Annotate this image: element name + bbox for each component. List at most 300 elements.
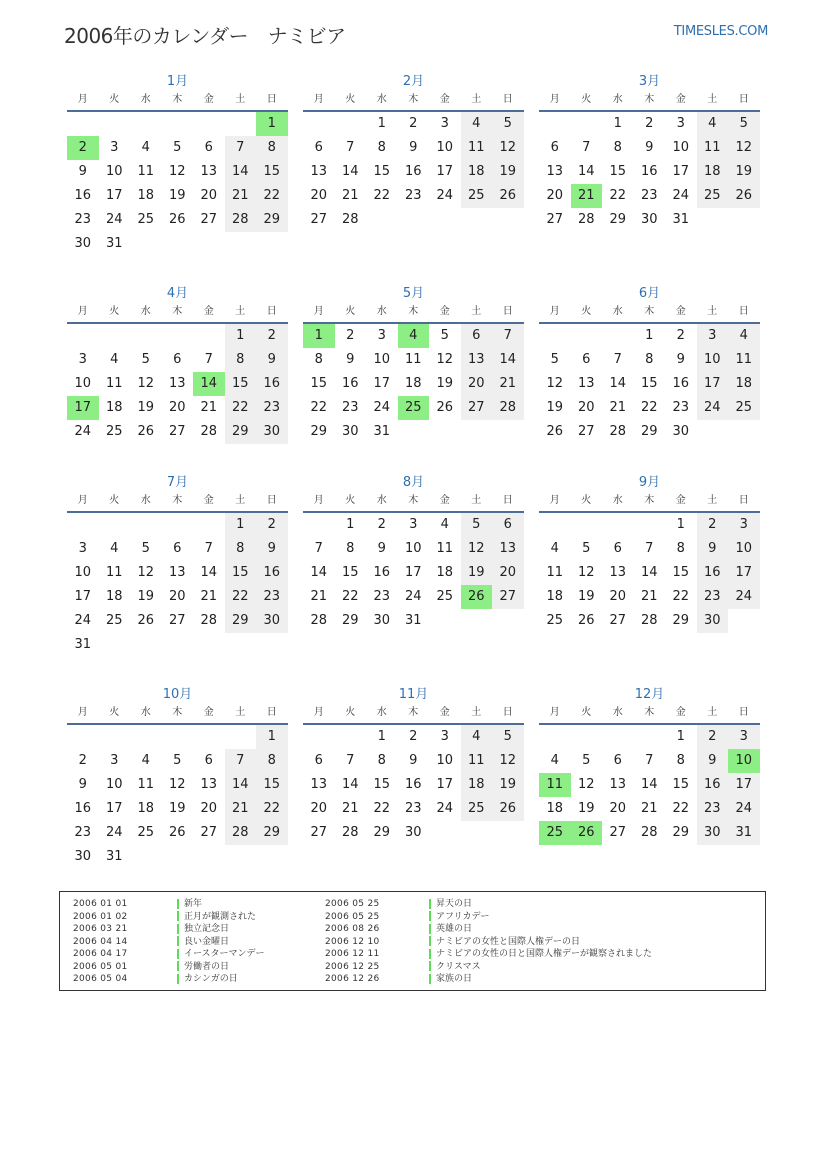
day-cell[interactable]: 3: [676, 116, 685, 131]
day-cell[interactable]: 17: [436, 164, 454, 179]
day-cell[interactable]: 15: [672, 565, 690, 580]
day-cell[interactable]: 31: [404, 613, 422, 628]
day-cell[interactable]: 17: [74, 589, 92, 604]
day-cell[interactable]: 24: [436, 801, 454, 816]
day-cell[interactable]: 6: [613, 541, 622, 556]
day-cell[interactable]: 25: [539, 821, 571, 845]
day-cell[interactable]: 5: [461, 513, 493, 537]
day-cell[interactable]: 21: [341, 801, 359, 816]
day-cell[interactable]: 31: [373, 424, 391, 439]
day-cell[interactable]: 12: [546, 376, 564, 391]
day-cell[interactable]: 3: [78, 352, 87, 367]
day-cell[interactable]: 16: [341, 376, 359, 391]
day-cell[interactable]: 24: [404, 589, 422, 604]
day-cell[interactable]: 20: [310, 188, 328, 203]
day-cell[interactable]: 5: [173, 140, 182, 155]
day-cell[interactable]: 8: [225, 348, 257, 372]
day-cell[interactable]: 28: [341, 212, 359, 227]
day-cell[interactable]: 30: [640, 212, 658, 227]
day-cell[interactable]: 9: [256, 537, 288, 561]
day-cell[interactable]: 7: [204, 541, 213, 556]
day-cell[interactable]: 25: [546, 613, 564, 628]
day-cell[interactable]: 23: [256, 585, 288, 609]
day-cell[interactable]: 27: [168, 613, 186, 628]
day-cell[interactable]: 23: [697, 797, 729, 821]
day-cell[interactable]: 11: [728, 348, 760, 372]
day-cell[interactable]: 28: [310, 613, 328, 628]
day-cell[interactable]: 11: [539, 773, 571, 797]
day-cell[interactable]: 7: [225, 136, 257, 160]
day-cell[interactable]: 11: [546, 565, 564, 580]
day-cell[interactable]: 12: [168, 777, 186, 792]
day-cell[interactable]: 3: [409, 517, 418, 532]
day-cell[interactable]: 18: [404, 376, 422, 391]
day-cell[interactable]: 15: [256, 773, 288, 797]
day-cell[interactable]: 25: [697, 184, 729, 208]
day-cell[interactable]: 2: [697, 725, 729, 749]
day-cell[interactable]: 7: [582, 140, 591, 155]
day-cell[interactable]: 18: [546, 801, 564, 816]
day-cell[interactable]: 3: [377, 328, 386, 343]
day-cell[interactable]: 18: [461, 773, 493, 797]
day-cell[interactable]: 30: [256, 420, 288, 444]
day-cell[interactable]: 25: [105, 424, 123, 439]
day-cell[interactable]: 26: [137, 424, 155, 439]
day-cell[interactable]: 15: [310, 376, 328, 391]
day-cell[interactable]: 4: [461, 112, 493, 136]
day-cell[interactable]: 4: [728, 324, 760, 348]
day-cell[interactable]: 20: [546, 188, 564, 203]
day-cell[interactable]: 28: [609, 424, 627, 439]
day-cell[interactable]: 13: [609, 565, 627, 580]
day-cell[interactable]: 29: [640, 424, 658, 439]
day-cell[interactable]: 24: [74, 613, 92, 628]
day-cell[interactable]: 14: [200, 565, 218, 580]
day-cell[interactable]: 19: [546, 400, 564, 415]
day-cell[interactable]: 24: [105, 825, 123, 840]
day-cell[interactable]: 9: [256, 348, 288, 372]
day-cell[interactable]: 10: [436, 753, 454, 768]
day-cell[interactable]: 1: [225, 324, 257, 348]
day-cell[interactable]: 19: [168, 188, 186, 203]
day-cell[interactable]: 1: [645, 328, 654, 343]
day-cell[interactable]: 27: [609, 825, 627, 840]
day-cell[interactable]: 27: [546, 212, 564, 227]
day-cell[interactable]: 9: [409, 140, 418, 155]
day-cell[interactable]: 29: [310, 424, 328, 439]
day-cell[interactable]: 11: [105, 376, 123, 391]
day-cell[interactable]: 7: [492, 324, 524, 348]
day-cell[interactable]: 28: [200, 424, 218, 439]
day-cell[interactable]: 22: [225, 585, 257, 609]
day-cell[interactable]: 16: [373, 565, 391, 580]
day-cell[interactable]: 24: [436, 188, 454, 203]
brand-logo[interactable]: TIMESLES.COM: [673, 24, 768, 39]
day-cell[interactable]: 8: [645, 352, 654, 367]
day-cell[interactable]: 13: [200, 777, 218, 792]
day-cell[interactable]: 30: [74, 236, 92, 251]
day-cell[interactable]: 13: [609, 777, 627, 792]
day-cell[interactable]: 11: [697, 136, 729, 160]
day-cell[interactable]: 14: [193, 372, 225, 396]
day-cell[interactable]: 1: [346, 517, 355, 532]
day-cell[interactable]: 10: [74, 565, 92, 580]
day-cell[interactable]: 30: [697, 609, 729, 633]
day-cell[interactable]: 12: [577, 777, 595, 792]
day-cell[interactable]: 20: [609, 589, 627, 604]
day-cell[interactable]: 28: [341, 825, 359, 840]
day-cell[interactable]: 6: [461, 324, 493, 348]
day-cell[interactable]: 28: [225, 208, 257, 232]
day-cell[interactable]: 22: [672, 801, 690, 816]
day-cell[interactable]: 23: [640, 188, 658, 203]
day-cell[interactable]: 17: [728, 773, 760, 797]
day-cell[interactable]: 21: [492, 372, 524, 396]
day-cell[interactable]: 24: [105, 212, 123, 227]
day-cell[interactable]: 23: [404, 801, 422, 816]
day-cell[interactable]: 24: [697, 396, 729, 420]
day-cell[interactable]: 31: [728, 821, 760, 845]
day-cell[interactable]: 25: [105, 613, 123, 628]
day-cell[interactable]: 20: [492, 561, 524, 585]
day-cell[interactable]: 22: [256, 797, 288, 821]
day-cell[interactable]: 13: [577, 376, 595, 391]
day-cell[interactable]: 5: [550, 352, 559, 367]
day-cell[interactable]: 8: [225, 537, 257, 561]
day-cell[interactable]: 13: [546, 164, 564, 179]
day-cell[interactable]: 1: [256, 725, 288, 749]
day-cell[interactable]: 11: [461, 749, 493, 773]
day-cell[interactable]: 8: [676, 753, 685, 768]
day-cell[interactable]: 22: [310, 400, 328, 415]
day-cell[interactable]: 14: [577, 164, 595, 179]
day-cell[interactable]: 2: [256, 324, 288, 348]
day-cell[interactable]: 26: [461, 585, 493, 609]
day-cell[interactable]: 9: [697, 749, 729, 773]
day-cell[interactable]: 5: [492, 725, 524, 749]
day-cell[interactable]: 3: [440, 729, 449, 744]
day-cell[interactable]: 9: [697, 537, 729, 561]
day-cell[interactable]: 26: [436, 400, 454, 415]
day-cell[interactable]: 10: [728, 537, 760, 561]
day-cell[interactable]: 22: [225, 396, 257, 420]
day-cell[interactable]: 17: [728, 561, 760, 585]
day-cell[interactable]: 30: [341, 424, 359, 439]
day-cell[interactable]: 10: [672, 140, 690, 155]
day-cell[interactable]: 22: [640, 400, 658, 415]
day-cell[interactable]: 5: [173, 753, 182, 768]
day-cell[interactable]: 11: [436, 541, 454, 556]
day-cell[interactable]: 25: [398, 396, 430, 420]
day-cell[interactable]: 14: [225, 773, 257, 797]
day-cell[interactable]: 11: [137, 777, 155, 792]
day-cell[interactable]: 30: [373, 613, 391, 628]
day-cell[interactable]: 5: [141, 541, 150, 556]
day-cell[interactable]: 29: [672, 825, 690, 840]
day-cell[interactable]: 12: [461, 537, 493, 561]
day-cell[interactable]: 12: [436, 352, 454, 367]
day-cell[interactable]: 6: [204, 140, 213, 155]
day-cell[interactable]: 9: [409, 753, 418, 768]
day-cell[interactable]: 9: [346, 352, 355, 367]
day-cell[interactable]: 21: [609, 400, 627, 415]
day-cell[interactable]: 8: [377, 753, 386, 768]
day-cell[interactable]: 15: [225, 372, 257, 396]
day-cell[interactable]: 19: [577, 801, 595, 816]
day-cell[interactable]: 30: [256, 609, 288, 633]
day-cell[interactable]: 25: [728, 396, 760, 420]
day-cell[interactable]: 23: [672, 400, 690, 415]
day-cell[interactable]: 27: [461, 396, 493, 420]
day-cell[interactable]: 14: [341, 164, 359, 179]
day-cell[interactable]: 21: [341, 188, 359, 203]
day-cell[interactable]: 29: [225, 609, 257, 633]
day-cell[interactable]: 23: [373, 589, 391, 604]
day-cell[interactable]: 20: [200, 801, 218, 816]
day-cell[interactable]: 13: [310, 777, 328, 792]
day-cell[interactable]: 21: [310, 589, 328, 604]
day-cell[interactable]: 7: [314, 541, 323, 556]
day-cell[interactable]: 28: [640, 825, 658, 840]
day-cell[interactable]: 23: [74, 212, 92, 227]
day-cell[interactable]: 8: [314, 352, 323, 367]
day-cell[interactable]: 24: [373, 400, 391, 415]
day-cell[interactable]: 26: [168, 212, 186, 227]
day-cell[interactable]: 9: [78, 164, 87, 179]
day-cell[interactable]: 7: [645, 753, 654, 768]
day-cell[interactable]: 27: [577, 424, 595, 439]
day-cell[interactable]: 25: [137, 825, 155, 840]
day-cell[interactable]: 10: [404, 541, 422, 556]
day-cell[interactable]: 1: [613, 116, 622, 131]
day-cell[interactable]: 6: [492, 513, 524, 537]
day-cell[interactable]: 25: [461, 797, 493, 821]
day-cell[interactable]: 14: [225, 160, 257, 184]
day-cell[interactable]: 10: [105, 164, 123, 179]
day-cell[interactable]: 28: [492, 396, 524, 420]
day-cell[interactable]: 5: [582, 753, 591, 768]
day-cell[interactable]: 2: [377, 517, 386, 532]
day-cell[interactable]: 4: [110, 352, 119, 367]
day-cell[interactable]: 10: [697, 348, 729, 372]
day-cell[interactable]: 31: [672, 212, 690, 227]
day-cell[interactable]: 2: [346, 328, 355, 343]
day-cell[interactable]: 16: [697, 561, 729, 585]
day-cell[interactable]: 4: [141, 753, 150, 768]
day-cell[interactable]: 15: [640, 376, 658, 391]
day-cell[interactable]: 5: [440, 328, 449, 343]
day-cell[interactable]: 9: [377, 541, 386, 556]
day-cell[interactable]: 10: [373, 352, 391, 367]
day-cell[interactable]: 17: [697, 372, 729, 396]
day-cell[interactable]: 20: [310, 801, 328, 816]
day-cell[interactable]: 3: [110, 140, 119, 155]
day-cell[interactable]: 22: [341, 589, 359, 604]
day-cell[interactable]: 18: [436, 565, 454, 580]
day-cell[interactable]: 15: [672, 777, 690, 792]
day-cell[interactable]: 30: [672, 424, 690, 439]
day-cell[interactable]: 18: [728, 372, 760, 396]
day-cell[interactable]: 3: [440, 116, 449, 131]
day-cell[interactable]: 13: [492, 537, 524, 561]
day-cell[interactable]: 21: [571, 184, 603, 208]
day-cell[interactable]: 15: [373, 164, 391, 179]
day-cell[interactable]: 16: [697, 773, 729, 797]
day-cell[interactable]: 18: [137, 188, 155, 203]
day-cell[interactable]: 27: [168, 424, 186, 439]
day-cell[interactable]: 26: [168, 825, 186, 840]
day-cell[interactable]: 31: [105, 849, 123, 864]
day-cell[interactable]: 18: [546, 589, 564, 604]
day-cell[interactable]: 17: [436, 777, 454, 792]
day-cell[interactable]: 13: [168, 376, 186, 391]
day-cell[interactable]: 21: [200, 589, 218, 604]
day-cell[interactable]: 16: [256, 372, 288, 396]
day-cell[interactable]: 12: [492, 136, 524, 160]
day-cell[interactable]: 7: [225, 749, 257, 773]
day-cell[interactable]: 20: [200, 188, 218, 203]
day-cell[interactable]: 11: [404, 352, 422, 367]
day-cell[interactable]: 15: [341, 565, 359, 580]
day-cell[interactable]: 6: [173, 352, 182, 367]
day-cell[interactable]: 21: [640, 589, 658, 604]
day-cell[interactable]: 14: [640, 777, 658, 792]
day-cell[interactable]: 27: [200, 212, 218, 227]
day-cell[interactable]: 17: [404, 565, 422, 580]
day-cell[interactable]: 21: [200, 400, 218, 415]
day-cell[interactable]: 8: [676, 541, 685, 556]
day-cell[interactable]: 16: [74, 188, 92, 203]
day-cell[interactable]: 2: [256, 513, 288, 537]
day-cell[interactable]: 11: [105, 565, 123, 580]
day-cell[interactable]: 17: [67, 396, 99, 420]
day-cell[interactable]: 16: [404, 164, 422, 179]
day-cell[interactable]: 25: [461, 184, 493, 208]
day-cell[interactable]: 1: [377, 116, 386, 131]
day-cell[interactable]: 6: [550, 140, 559, 155]
day-cell[interactable]: 22: [609, 188, 627, 203]
day-cell[interactable]: 15: [225, 561, 257, 585]
day-cell[interactable]: 16: [74, 801, 92, 816]
day-cell[interactable]: 16: [640, 164, 658, 179]
day-cell[interactable]: 22: [373, 801, 391, 816]
day-cell[interactable]: 28: [200, 613, 218, 628]
day-cell[interactable]: 28: [225, 821, 257, 845]
day-cell[interactable]: 10: [728, 749, 760, 773]
day-cell[interactable]: 18: [461, 160, 493, 184]
day-cell[interactable]: 26: [492, 797, 524, 821]
day-cell[interactable]: 11: [137, 164, 155, 179]
day-cell[interactable]: 8: [256, 136, 288, 160]
day-cell[interactable]: 10: [105, 777, 123, 792]
day-cell[interactable]: 17: [373, 376, 391, 391]
day-cell[interactable]: 6: [582, 352, 591, 367]
day-cell[interactable]: 31: [74, 637, 92, 652]
day-cell[interactable]: 13: [461, 348, 493, 372]
day-cell[interactable]: 20: [577, 400, 595, 415]
day-cell[interactable]: 24: [728, 797, 760, 821]
day-cell[interactable]: 1: [303, 324, 335, 348]
day-cell[interactable]: 14: [609, 376, 627, 391]
day-cell[interactable]: 16: [404, 777, 422, 792]
day-cell[interactable]: 6: [314, 140, 323, 155]
day-cell[interactable]: 13: [200, 164, 218, 179]
day-cell[interactable]: 6: [204, 753, 213, 768]
day-cell[interactable]: 15: [373, 777, 391, 792]
day-cell[interactable]: 5: [141, 352, 150, 367]
day-cell[interactable]: 7: [346, 140, 355, 155]
day-cell[interactable]: 29: [373, 825, 391, 840]
day-cell[interactable]: 18: [105, 589, 123, 604]
day-cell[interactable]: 20: [609, 801, 627, 816]
day-cell[interactable]: 26: [546, 424, 564, 439]
day-cell[interactable]: 12: [137, 565, 155, 580]
day-cell[interactable]: 12: [492, 749, 524, 773]
day-cell[interactable]: 24: [74, 424, 92, 439]
day-cell[interactable]: 2: [409, 729, 418, 744]
day-cell[interactable]: 9: [78, 777, 87, 792]
day-cell[interactable]: 18: [697, 160, 729, 184]
day-cell[interactable]: 20: [461, 372, 493, 396]
day-cell[interactable]: 5: [582, 541, 591, 556]
day-cell[interactable]: 22: [256, 184, 288, 208]
day-cell[interactable]: 9: [645, 140, 654, 155]
day-cell[interactable]: 29: [609, 212, 627, 227]
day-cell[interactable]: 14: [640, 565, 658, 580]
day-cell[interactable]: 27: [310, 825, 328, 840]
day-cell[interactable]: 7: [613, 352, 622, 367]
day-cell[interactable]: 17: [105, 801, 123, 816]
day-cell[interactable]: 30: [697, 821, 729, 845]
day-cell[interactable]: 5: [728, 112, 760, 136]
day-cell[interactable]: 27: [310, 212, 328, 227]
day-cell[interactable]: 31: [105, 236, 123, 251]
day-cell[interactable]: 28: [640, 613, 658, 628]
day-cell[interactable]: 19: [492, 773, 524, 797]
day-cell[interactable]: 15: [609, 164, 627, 179]
day-cell[interactable]: 2: [645, 116, 654, 131]
day-cell[interactable]: 7: [346, 753, 355, 768]
day-cell[interactable]: 22: [373, 188, 391, 203]
day-cell[interactable]: 23: [404, 188, 422, 203]
day-cell[interactable]: 1: [676, 517, 685, 532]
day-cell[interactable]: 6: [314, 753, 323, 768]
day-cell[interactable]: 2: [409, 116, 418, 131]
day-cell[interactable]: 4: [141, 140, 150, 155]
day-cell[interactable]: 19: [436, 376, 454, 391]
day-cell[interactable]: 12: [168, 164, 186, 179]
day-cell[interactable]: 2: [697, 513, 729, 537]
day-cell[interactable]: 29: [341, 613, 359, 628]
day-cell[interactable]: 21: [225, 184, 257, 208]
day-cell[interactable]: 1: [377, 729, 386, 744]
day-cell[interactable]: 18: [105, 400, 123, 415]
day-cell[interactable]: 2: [78, 753, 87, 768]
day-cell[interactable]: 20: [168, 400, 186, 415]
day-cell[interactable]: 30: [404, 825, 422, 840]
day-cell[interactable]: 22: [672, 589, 690, 604]
day-cell[interactable]: 19: [728, 160, 760, 184]
day-cell[interactable]: 19: [137, 589, 155, 604]
day-cell[interactable]: 3: [110, 753, 119, 768]
day-cell[interactable]: 28: [577, 212, 595, 227]
day-cell[interactable]: 19: [577, 589, 595, 604]
day-cell[interactable]: 13: [310, 164, 328, 179]
day-cell[interactable]: 20: [168, 589, 186, 604]
day-cell[interactable]: 23: [74, 825, 92, 840]
day-cell[interactable]: 11: [461, 136, 493, 160]
day-cell[interactable]: 4: [697, 112, 729, 136]
